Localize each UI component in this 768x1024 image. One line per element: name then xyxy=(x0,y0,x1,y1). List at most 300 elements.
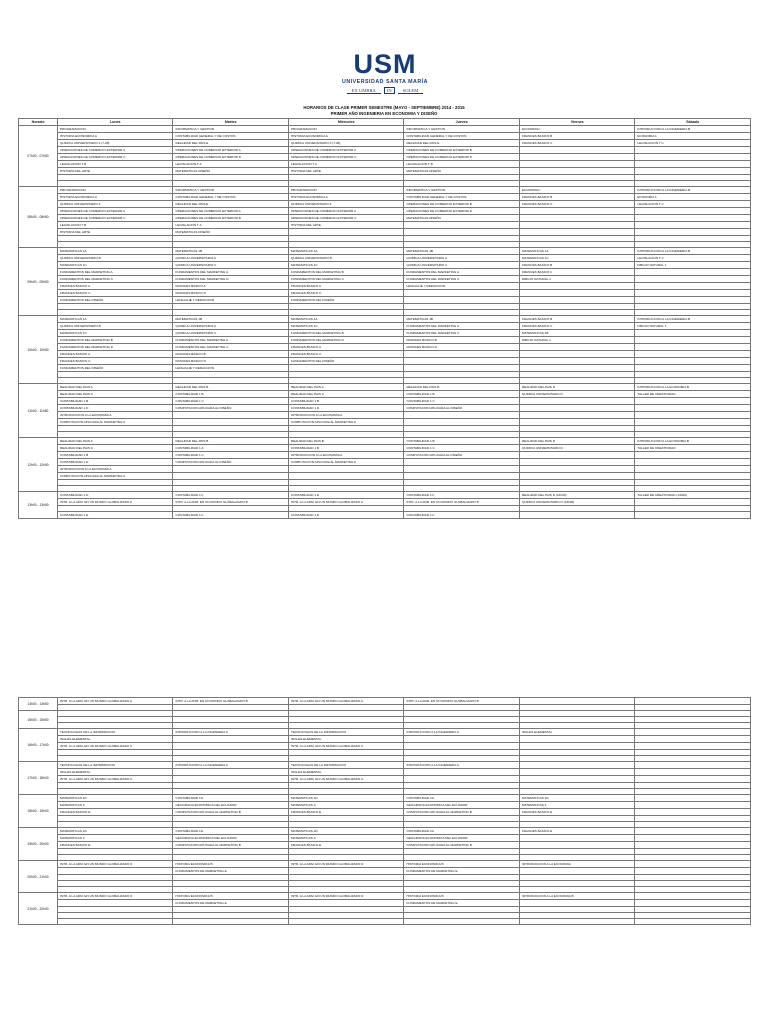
course-cell: MATEMATICAS 1D xyxy=(288,828,403,835)
schedule-table-evening xyxy=(18,697,751,925)
course-cell: CONTABILIDAD GENERAL Y DE COSTOS xyxy=(173,133,288,140)
course-cell xyxy=(404,297,519,304)
course-cell: CONTABILIDAD 1 D xyxy=(58,459,173,466)
course-cell: HISTORIA ECONOMICA A xyxy=(288,133,403,140)
course-cell xyxy=(519,215,634,222)
course-cell: OPERACIONES DE COMERCIO EXTERIOR D xyxy=(404,154,519,161)
course-cell xyxy=(635,154,751,161)
course-cell: ECONOMIA 1 xyxy=(635,133,751,140)
course-cell xyxy=(173,776,288,783)
course-cell: INTR. A LA ADM. EN UN MUNDO GLOBALIZADO B xyxy=(173,499,288,506)
course-cell xyxy=(635,499,751,506)
course-cell: TALLER DE CREATIVIDAD (13h00) xyxy=(635,492,751,499)
course-cell: INTRODUCCION A LA INGENIERIA A xyxy=(173,762,288,769)
course-cell xyxy=(635,698,751,705)
course-cell: CONTABILIDAD 1 B xyxy=(288,398,403,405)
course-cell xyxy=(58,900,173,907)
course-cell xyxy=(635,405,751,412)
course-cell: REALIDAD DEL PAIS B xyxy=(404,384,519,391)
table-row xyxy=(19,365,751,372)
hour-cell: 19h00 - 20h00 xyxy=(19,828,58,861)
course-cell xyxy=(635,412,751,419)
course-cell xyxy=(404,412,519,419)
table-row xyxy=(19,133,751,140)
course-cell: HISTORIA ECONOMICA B xyxy=(404,893,519,900)
course-cell: HISTORIA ECONOMICA A xyxy=(58,194,173,201)
course-cell xyxy=(635,358,751,365)
course-cell: HISTORIA ECONOMICA B xyxy=(404,861,519,868)
course-cell: REALIDAD DEL PAIS C xyxy=(288,391,403,398)
course-cell: CONTABILIDAD 1 A xyxy=(173,445,288,452)
course-cell: FUNDAMENTOS DEL DISEÑO xyxy=(288,358,403,365)
course-cell: FRANCES BASICO C xyxy=(519,201,634,208)
table-row xyxy=(19,835,751,842)
course-cell: INTR. A LA ADM. EN UN MUNDO GLOBALIZADO D xyxy=(58,861,173,868)
course-cell: GEOGRAFIA ECONOMICA DEL ECUADOR xyxy=(173,835,288,842)
course-cell xyxy=(519,698,634,705)
course-cell xyxy=(173,419,288,426)
course-cell: DIBUJO NATURAL 1 xyxy=(635,323,751,330)
course-cell xyxy=(635,168,751,175)
course-cell: MATEMATICAS 1C xyxy=(288,262,403,269)
course-cell xyxy=(635,161,751,168)
table-row xyxy=(19,215,751,222)
table-row xyxy=(19,168,751,175)
course-cell: COMPUTACION APLICADA AL MARKETING B xyxy=(404,809,519,816)
course-cell: CONTABILIDAD 1 C xyxy=(173,452,288,459)
course-cell: INTRODUCCION A LA ECONOMIA xyxy=(519,861,634,868)
course-cell xyxy=(288,919,403,925)
table-row xyxy=(19,269,751,276)
course-cell xyxy=(58,919,173,925)
hour-cell: 18h00 - 19h00 xyxy=(19,795,58,828)
course-cell xyxy=(635,842,751,849)
course-cell: HISTORIA DEL ARTE xyxy=(288,168,403,175)
col-header-jueves: Jueves xyxy=(404,119,519,126)
table-row xyxy=(19,900,751,907)
course-cell: GEOGRAFIA ECONOMICA DEL ECUADOR xyxy=(404,802,519,809)
course-cell: INTR. A LA ADM. EN UN MUNDO GLOBALIZADO B xyxy=(404,499,519,506)
course-cell: CONTABILIDAD 1 F xyxy=(173,492,288,499)
course-cell xyxy=(173,466,288,473)
course-cell: FUNDAMENTOS DEL MARKETING A xyxy=(58,269,173,276)
course-cell: OPERACIONES DE COMERCIO EXTERIOR C xyxy=(288,215,403,222)
course-cell: TECNOLOGIAS DE LA INFORMACION xyxy=(288,762,403,769)
table-row xyxy=(19,276,751,283)
logo-university-name: UNIVERSIDAD SANTA MARÍA xyxy=(342,79,428,85)
course-cell xyxy=(635,861,751,868)
hour-cell: 17h00 - 18h00 xyxy=(19,762,58,795)
table-row xyxy=(19,147,751,154)
course-cell xyxy=(519,835,634,842)
course-cell: MATEMATICAS 1A xyxy=(58,316,173,323)
course-cell: FUNDAMENTOS DEL MARKETING C xyxy=(58,276,173,283)
table-row xyxy=(19,208,751,215)
course-cell xyxy=(635,222,751,229)
course-cell: COMPUTACION APLICADA AL MARKETING A xyxy=(58,473,173,480)
hour-cell: 09h00 - 09h50 xyxy=(19,248,58,316)
course-cell xyxy=(635,147,751,154)
course-cell: QUIMICA UNIVERSITARIO II xyxy=(58,201,173,208)
course-cell: OPERACIONES DE COMERCIO EXTERIOR D xyxy=(404,208,519,215)
course-cell: MATEMATICAS DISEÑO xyxy=(173,168,288,175)
course-cell: REALIDAD DEL PAIS A xyxy=(58,438,173,445)
course-cell xyxy=(519,208,634,215)
table-row xyxy=(19,316,751,323)
course-cell: HISTORIA ECONOMICA A xyxy=(288,194,403,201)
course-cell: FUNDAMENTOS DEL MARKETING D xyxy=(288,337,403,344)
course-cell xyxy=(519,473,634,480)
course-cell xyxy=(519,762,634,769)
course-cell: MATEMATICAS 1A xyxy=(519,248,634,255)
course-cell: QUIMICA UNIVERSITARIO A xyxy=(173,323,288,330)
course-cell: ECONOMIA I xyxy=(519,126,634,133)
course-cell xyxy=(635,868,751,875)
course-cell: QUIMICA UNIVERSITARIO A xyxy=(173,255,288,262)
course-cell xyxy=(288,900,403,907)
course-cell: INTRODUCCION A LA ECONOMIA A xyxy=(58,412,173,419)
course-cell xyxy=(635,452,751,459)
course-cell xyxy=(519,290,634,297)
table-row xyxy=(19,344,751,351)
course-cell xyxy=(519,736,634,743)
course-cell: INTRODUCCION A LA ECONOMIA A xyxy=(58,466,173,473)
course-cell: INTR. A LA ADM. EN UN MUNDO GLOBALIZADO D xyxy=(288,861,403,868)
course-cell xyxy=(519,168,634,175)
course-cell: CONTABILIDAD 1 D xyxy=(288,405,403,412)
course-cell xyxy=(404,466,519,473)
course-cell: QUIMICA UNIVERSITARIO B xyxy=(58,255,173,262)
table-row xyxy=(19,248,751,255)
table-row xyxy=(19,358,751,365)
course-cell: CONTABILIDAD 1 B xyxy=(58,452,173,459)
course-cell: MATEMATICAS II xyxy=(288,835,403,842)
course-cell: LEGISLACION T B xyxy=(404,161,519,168)
course-cell: FUNDAMENTOS DEL MARKETING C xyxy=(404,330,519,337)
table-row xyxy=(19,412,751,419)
course-cell: CONTABILIDAD 1 C xyxy=(404,398,519,405)
course-cell: FRANCES BASICO D xyxy=(173,290,288,297)
hour-cell: 16h00 - 17h00 xyxy=(19,729,58,762)
col-header-viernes: Viernes xyxy=(519,119,634,126)
table-row xyxy=(19,438,751,445)
table-row xyxy=(19,769,751,776)
course-cell: LENGUAJE Y REDACCION xyxy=(173,365,288,372)
course-cell xyxy=(635,330,751,337)
course-cell: DIBUJO NATURAL 1 xyxy=(519,276,634,283)
course-cell: FRANCES BASICO C xyxy=(519,323,634,330)
course-cell: FRANCES BASICO E xyxy=(288,842,403,849)
course-cell: FRANCES BASICO C xyxy=(288,290,403,297)
table-row xyxy=(19,154,751,161)
course-cell: HISTORIA DEL ARTE xyxy=(58,168,173,175)
course-cell xyxy=(519,919,634,925)
course-cell: INTR. A LA ADM. EN UN MUNDO GLOBALIZADO B xyxy=(173,698,288,705)
course-cell: FRANCES BASICO C xyxy=(58,358,173,365)
course-cell xyxy=(635,459,751,466)
table-row xyxy=(19,512,751,519)
hour-cell: 12h00 - 12h50 xyxy=(19,438,58,492)
course-cell: FUNDAMENTOS DEL MARKETING C xyxy=(173,344,288,351)
table-row xyxy=(19,384,751,391)
course-cell xyxy=(635,419,751,426)
course-cell xyxy=(173,919,288,925)
course-cell: FUNDAMENTOS DEL MARKETING A xyxy=(173,337,288,344)
course-cell xyxy=(288,365,403,372)
course-cell: FUNDAMENTOS DEL DISEÑO xyxy=(58,365,173,372)
course-cell: LEGISLACION T A xyxy=(173,161,288,168)
course-cell: INTRODUCCION A LA ECONOMIA A xyxy=(288,412,403,419)
course-cell: CONTABILIDAD 1 F xyxy=(404,492,519,499)
course-cell: MATEMATICAS 1B xyxy=(173,316,288,323)
course-cell: MATEMATICAS 1B xyxy=(404,248,519,255)
course-cell: HISTORIA ECONOMICA B xyxy=(173,893,288,900)
course-cell: INTR. A LA ADM. EN UN MUNDO GLOBALIZADO C xyxy=(58,743,173,750)
course-cell: QUIMICA UNIVERSITARIO D (13h00) xyxy=(519,499,634,506)
course-cell xyxy=(635,208,751,215)
table-row xyxy=(19,255,751,262)
course-cell: MATEMATICAS DISEÑO xyxy=(404,215,519,222)
course-cell xyxy=(635,337,751,344)
table-row xyxy=(19,283,751,290)
course-cell: MATEMATICAS 1D xyxy=(58,795,173,802)
course-cell xyxy=(635,802,751,809)
table-row xyxy=(19,736,751,743)
course-cell: FUNDAMENTOS DEL MARKETING C xyxy=(288,276,403,283)
course-cell: REALIDAD DEL PAIS E xyxy=(173,201,288,208)
course-cell xyxy=(519,459,634,466)
course-cell: REALIDAD DEL PAIS C xyxy=(58,445,173,452)
course-cell: MATEMATICAS 1C xyxy=(58,330,173,337)
course-cell: QUIMICA UNIVERSITARIO II xyxy=(288,201,403,208)
course-cell: MATEMATICAS 1C xyxy=(288,323,403,330)
course-cell: INFORMATICA Y GESTION xyxy=(173,126,288,133)
course-cell xyxy=(519,405,634,412)
table-row xyxy=(19,229,751,236)
table-row xyxy=(19,729,751,736)
course-cell: FRANCES BASICO E xyxy=(58,842,173,849)
course-cell: MATEMATICAS II xyxy=(288,802,403,809)
course-cell xyxy=(404,290,519,297)
course-cell: INFORMATICA Y GESTION xyxy=(173,187,288,194)
table-row xyxy=(19,466,751,473)
table-row xyxy=(19,919,751,925)
course-cell: QUIMICA UNIVERSITARIO B xyxy=(58,323,173,330)
course-cell: HISTORIA ECONOMICA A xyxy=(58,133,173,140)
course-cell: REALIDAD DEL PAIS E xyxy=(173,140,288,147)
table-row xyxy=(19,698,751,705)
course-cell: OPERACIONES DE COMERCIO EXTERIOR D xyxy=(173,215,288,222)
course-cell: FUNDAMENTOS DE MARKETING E xyxy=(404,868,519,875)
course-cell: COMPUTACION APLICADA AL DISEÑO xyxy=(173,405,288,412)
course-cell xyxy=(635,512,751,519)
course-cell xyxy=(635,344,751,351)
col-header-sabado: Sábado xyxy=(635,119,751,126)
course-cell: OPERACIONES DE COMERCIO EXTERIOR D xyxy=(173,154,288,161)
course-cell: COMPUTACION APLICADA AL MARKETING A xyxy=(288,459,403,466)
course-cell xyxy=(58,868,173,875)
course-cell: FRANCES BASICO B xyxy=(519,262,634,269)
course-cell: QUIMICA UNIVERSITARIO C xyxy=(404,262,519,269)
course-cell: PROGRAMACION xyxy=(58,126,173,133)
course-cell: REALIDAD DEL PAIS A xyxy=(58,384,173,391)
col-header-martes: Martes xyxy=(173,119,288,126)
course-cell: OPERACIONES DE COMERCIO EXTERIOR B xyxy=(404,201,519,208)
hour-cell: 14h00 - 14h50 xyxy=(19,698,58,711)
table-row xyxy=(19,499,751,506)
course-cell: INTR. A LA ADM. EN UN MUNDO GLOBALIZADO A xyxy=(58,698,173,705)
course-cell: DIBUJO NATURAL 1 xyxy=(519,337,634,344)
course-cell: HISTORIA DEL ARTE xyxy=(58,229,173,236)
course-cell: CONTABILIDAD GENERAL Y DE COSTOS xyxy=(404,194,519,201)
course-cell: INTR. A LA ADM. EN UN MUNDO GLOBALIZADO A xyxy=(288,499,403,506)
course-cell: QUIMICA UNIVERSITARIO II (7-08) xyxy=(58,140,173,147)
course-cell: FUNDAMENTOS DE MARKETING E xyxy=(173,900,288,907)
course-cell: FUNDAMENTOS DE MARKETING E xyxy=(173,868,288,875)
course-cell xyxy=(635,900,751,907)
course-cell xyxy=(635,795,751,802)
course-cell: COMPUTACION APLICADA AL DISEÑO xyxy=(173,459,288,466)
course-cell xyxy=(635,215,751,222)
course-cell: OPERACIONES DE COMERCIO EXTERIOR A xyxy=(173,147,288,154)
course-cell xyxy=(519,222,634,229)
course-cell: QUIMICA UNIVERSITARIO A xyxy=(404,255,519,262)
course-cell xyxy=(635,297,751,304)
col-header-miercoles: Miércoles xyxy=(288,119,403,126)
course-cell: INTRODUCCION A LA INGENIERIA B xyxy=(635,316,751,323)
course-cell: MATEMATICAS 1D xyxy=(519,795,634,802)
course-cell: CONTABILIDAD 1 C xyxy=(173,398,288,405)
course-cell: FUNDAMENTOS DEL MARKETING D xyxy=(173,276,288,283)
course-cell xyxy=(519,512,634,519)
table-row xyxy=(19,161,751,168)
table-row xyxy=(19,459,751,466)
course-cell xyxy=(519,842,634,849)
hour-cell: 07h00 - 07h50 xyxy=(19,126,58,187)
course-cell xyxy=(519,412,634,419)
course-cell: LEGISLACION T C xyxy=(635,255,751,262)
course-cell xyxy=(173,743,288,750)
hour-cell: 15h00 - 15h50 xyxy=(19,711,58,729)
course-cell: COMPUTACION APLICADA AL MARKETING A xyxy=(288,419,403,426)
course-cell: FRANCES BASICO B xyxy=(519,316,634,323)
table-row xyxy=(19,762,751,769)
table-row xyxy=(19,330,751,337)
motto-right: SOLEM xyxy=(398,88,424,94)
course-cell: QUIMICA UNIVERSITARIO B xyxy=(288,255,403,262)
course-cell: PROGRAMACION xyxy=(288,187,403,194)
course-cell: REALIDAD DEL PAIS D xyxy=(519,384,634,391)
course-cell: CONTABILIDAD GENERAL Y DE COSTOS xyxy=(404,133,519,140)
course-cell: FUNDAMENTOS DEL MARKETING B xyxy=(58,337,173,344)
course-cell: INFORMATICA Y GESTION xyxy=(404,187,519,194)
course-cell: OPERACIONES DE COMERCIO EXTERIOR B xyxy=(404,147,519,154)
course-cell xyxy=(519,147,634,154)
course-cell: INTR. A LA ADM. EN UN MUNDO GLOBALIZADO C xyxy=(288,743,403,750)
course-cell: COMPUTACION APLICADA AL DISEÑO xyxy=(404,405,519,412)
course-cell: CONTABILIDAD GENERAL Y DE COSTOS xyxy=(173,194,288,201)
table-row xyxy=(19,391,751,398)
course-cell: GEOGRAFIA ECONOMICA DEL ECUADOR xyxy=(173,802,288,809)
course-cell: MATEMATICAS 1C xyxy=(58,262,173,269)
course-cell: MATEMATICAS 1D xyxy=(58,828,173,835)
table-row xyxy=(19,795,751,802)
course-cell xyxy=(519,398,634,405)
col-header-lunes: Lunes xyxy=(58,119,173,126)
course-cell: OPERACIONES DE COMERCIO EXTERIOR A xyxy=(288,147,403,154)
course-cell: INTRODUCCION A LA INGENIERIA B xyxy=(635,187,751,194)
course-cell: REALIDAD DEL PAIS A xyxy=(288,384,403,391)
table-row xyxy=(19,861,751,868)
course-cell xyxy=(635,466,751,473)
course-cell: OPERACIONES DE COMERCIO EXTERIOR A xyxy=(58,208,173,215)
course-cell: CONTABILIDAD 1G xyxy=(404,795,519,802)
course-cell xyxy=(519,419,634,426)
course-cell: FUNDAMENTOS DEL MARKETING B xyxy=(288,269,403,276)
course-cell: MATEMATICAS II xyxy=(58,802,173,809)
course-cell: INTR. A LA ADM. EN UN MUNDO GLOBALIZADO B xyxy=(404,698,519,705)
course-cell: FUNDAMENTOS DEL DISEÑO xyxy=(288,297,403,304)
course-cell: PROGRAMACION xyxy=(58,187,173,194)
course-cell xyxy=(635,919,751,925)
course-cell: INGLES ELEMENTAL xyxy=(58,769,173,776)
table-row xyxy=(19,802,751,809)
course-cell xyxy=(404,736,519,743)
schedule-subtitle: PRIMER AÑO INGENIERIA EN ECONOMIA Y DISEÑO xyxy=(330,111,438,116)
course-cell xyxy=(173,473,288,480)
table-row xyxy=(19,809,751,816)
course-cell: FRANCES BASICO B xyxy=(519,133,634,140)
course-cell: MATEMATICAS 1B xyxy=(173,248,288,255)
hour-cell: 13h00 - 13h50 xyxy=(19,492,58,519)
course-cell: FUNDAMENTOS DEL MARKETING D xyxy=(58,344,173,351)
course-cell: INTRODUCCION A LA ECONOMIA B xyxy=(635,438,751,445)
course-cell: LEGISLACION T A xyxy=(288,161,403,168)
course-cell: REALIDAD DEL PAIS B xyxy=(288,438,403,445)
course-cell: HISTORIA DEL ARTE xyxy=(288,222,403,229)
course-cell: TECNOLOGIAS DE LA INFORMACION xyxy=(58,729,173,736)
course-cell xyxy=(519,283,634,290)
course-cell: INGLES ELEMENTAL xyxy=(58,736,173,743)
table-row xyxy=(19,398,751,405)
course-cell: CONTABILIDAD 1 D xyxy=(58,492,173,499)
course-cell xyxy=(519,365,634,372)
course-cell xyxy=(404,459,519,466)
course-cell: FRANCES BASICO A xyxy=(288,283,403,290)
course-cell xyxy=(519,900,634,907)
course-cell xyxy=(288,868,403,875)
course-cell: FRANCES BASICO D xyxy=(404,344,519,351)
table-row xyxy=(19,419,751,426)
course-cell: QUIMICA UNIVERSITARIO C xyxy=(173,330,288,337)
course-cell: MATEMATICAS 1D xyxy=(288,795,403,802)
course-cell xyxy=(519,868,634,875)
course-cell: OPERACIONES DE COMERCIO EXTERIOR C xyxy=(288,154,403,161)
course-cell: FRANCES BASICO E xyxy=(519,828,634,835)
logo-wordmark: USM xyxy=(353,49,417,79)
course-cell: FRANCES BASICO C xyxy=(288,351,403,358)
course-cell: REALIDAD DEL PAIS E xyxy=(404,140,519,147)
course-cell: INTR. A LA ADM. EN UN MUNDO GLOBALIZADO A xyxy=(58,499,173,506)
table-row xyxy=(19,126,751,133)
course-cell: COMPUTACION APLICADA AL DISEÑO xyxy=(404,452,519,459)
course-cell xyxy=(173,769,288,776)
course-cell: FRANCES BASICO C xyxy=(519,269,634,276)
course-cell: ECONOMIA 1 xyxy=(635,194,751,201)
course-cell: CONTABILIDAD 1 F xyxy=(404,512,519,519)
course-cell: QUIMICA UNIVERSITARIO D xyxy=(519,445,634,452)
course-cell: LEGISLACION T B xyxy=(58,161,173,168)
